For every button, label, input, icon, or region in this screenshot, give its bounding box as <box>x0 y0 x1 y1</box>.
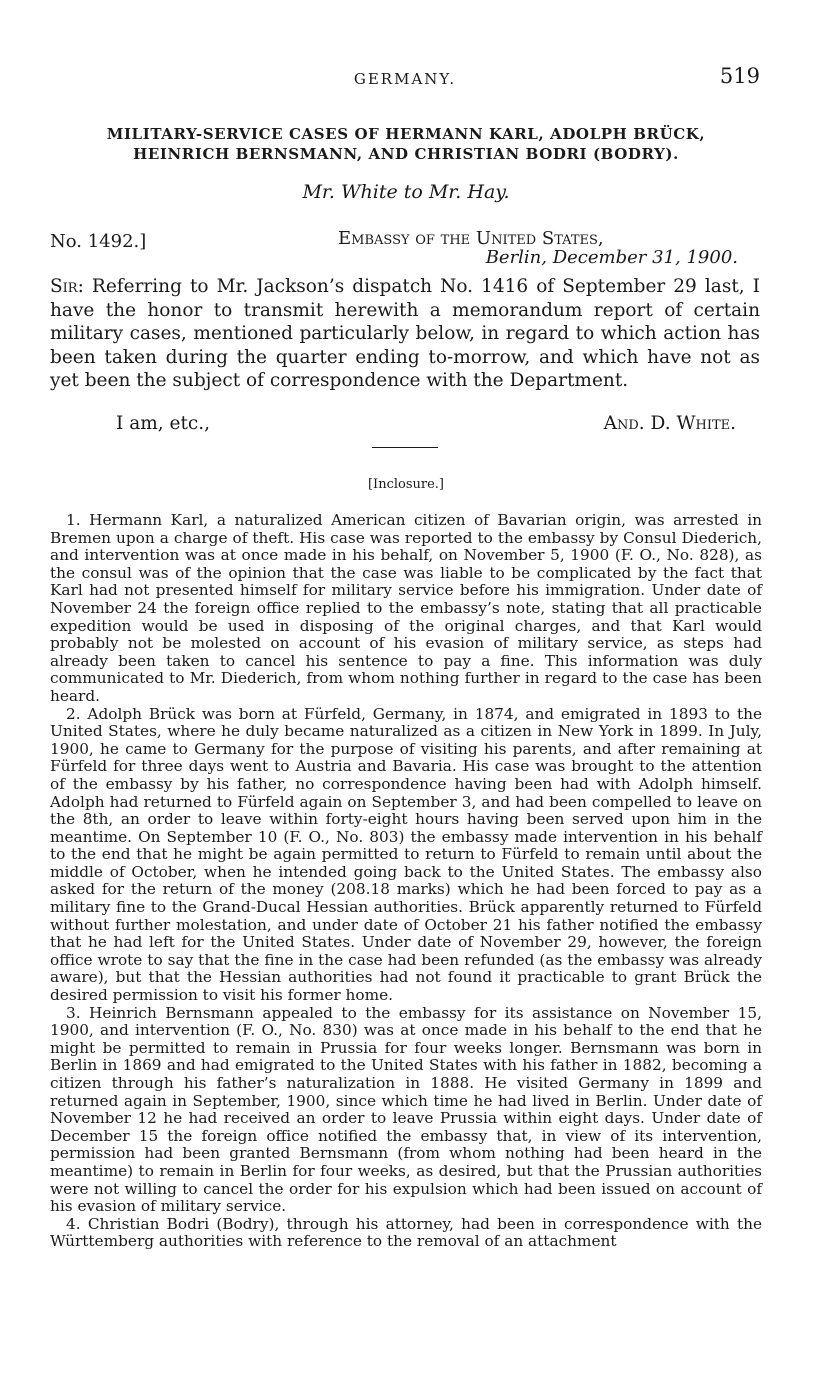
salutation: Sir: <box>50 276 84 297</box>
sender-line: Embassy of the United States, <box>338 228 604 249</box>
letter-body-text: Referring to Mr. Jackson’s dispatch No. 1416 of September 29 last, I have the honor to transmit herewith a memorandum report of certain military cases, mentioned particularly below, in regard to which action has been taken during the quarter ending to-morrow, and which have not as yet been the subject of correspondence with the Department. <box>50 276 760 391</box>
case-title-line-1: MILITARY-SERVICE CASES OF HERMANN KARL, ADOLPH BRÜCK, <box>106 125 706 143</box>
enclosure-paragraph-3: 3. Heinrich Bernsmann appealed to the embassy for its assistance on November 15, 1900, and intervention (F. O., No. 830) was at once made in his behalf to the end that he might be permitted to remain in Prussia for four weeks longer. Bernsmann was born in Berlin in 1869 and had emigrated to the United States with his father in 1882, becoming a citizen through his father’s naturalization in 1888. He visited Germany in 1899 and returned again in September, 1900, since which time he had lived in Berlin. Under date of November 12 he had received an order to leave Prussia within eight days. Under date of December 15 the foreign office notified the embassy that, in view of its intervention, permission had been granted Bernsmann (from whom nothing had been heard in the meantime) to remain in Berlin for four weeks, as desired, but that the Prussian authorities were not willing to cancel the order for his expulsion which had been issued on account of his evasion of military service. <box>50 1003 762 1216</box>
enclosure-paragraph-4: 4. Christian Bodri (Bodry), through his attorney, had been in correspondence with the Württemberg authorities with reference to the removal of an attachment <box>50 1214 762 1251</box>
case-title <box>50 124 762 164</box>
page-number: 519 <box>719 64 760 88</box>
section-divider <box>372 447 438 448</box>
closing: I am, etc., <box>116 413 211 434</box>
enclosure-text <box>50 512 762 1251</box>
case-title-line-2: HEINRICH BERNSMANN, AND CHRISTIAN BODRI (BODRY). <box>133 145 679 163</box>
correspondents-heading: Mr. White to Mr. Hay. <box>302 181 510 203</box>
dispatch-number: No. 1492.] <box>50 231 147 252</box>
enclosure-paragraph-1: 1. Hermann Karl, a naturalized American citizen of Bavarian origin, was arrested in Bremen upon a charge of theft. His case was reported to the embassy by Consul Diederich, and intervention was at once made in his behalf, on November 5, 1900 (F. O., No. 828), as the consul was of the opinion that the case was liable to be complicated by the fact that Karl had not presented himself for military service before his immigration. Under date of November 24 the foreign office replied to the embassy’s note, stating that all practicable expedition would be used in disposing of the original charges, and that Karl would probably not be molested on account of his evasion of military service, as steps had already been taken to cancel his sentence to pay a fine. This information was duly communicated to Mr. Diederich, from whom nothing further in regard to the case has been heard. <box>50 511 762 705</box>
running-title: GERMANY. <box>353 70 457 88</box>
enclosure-paragraph-2: 2. Adolph Brück was born at Fürfeld, Germany, in 1874, and emigrated in 1893 to the United States, where he duly became naturalized as a citizen in New York in 1899. In July, 1900, he came to Germany for the purpose of visiting his parents, and after remaining at Fürfeld for three days went to Austria and Bavaria. His case was brought to the attention of the embassy by his father, no correspondence having been had with Adolph himself. Adolph had returned to Fürfeld again on September 3, and had been compelled to leave on the 8th, an order to leave within forty-eight hours having been served upon him in the meantime. On September 10 (F. O., No. 803) the embassy made intervention in his behalf to the end that he might be again permitted to return to Fürfeld to remain until about the middle of October, when he intended going back to the United States. The embassy also asked for the return of the money (208.18 marks) which he had been forced to pay as a military fine to the Grand-Ducal Hessian authorities. Brück apparently returned to Fürfeld without further molestation, and under date of October 21 his father notified the embassy that he had left for the United States. Under date of November 29, however, the foreign office wrote to say that the fine in the case had been refunded (as the embassy was already aware), but that the Hessian authorities had not found it practicable to grant Brück the desired permission to visit his former home. <box>50 704 762 1005</box>
signature: And. D. White. <box>603 413 736 434</box>
running-head <box>50 64 760 94</box>
dateline: Berlin, December 31, 1900. <box>485 247 738 268</box>
enclosure-label: [Inclosure.] <box>367 477 444 492</box>
letter-body <box>50 275 760 393</box>
